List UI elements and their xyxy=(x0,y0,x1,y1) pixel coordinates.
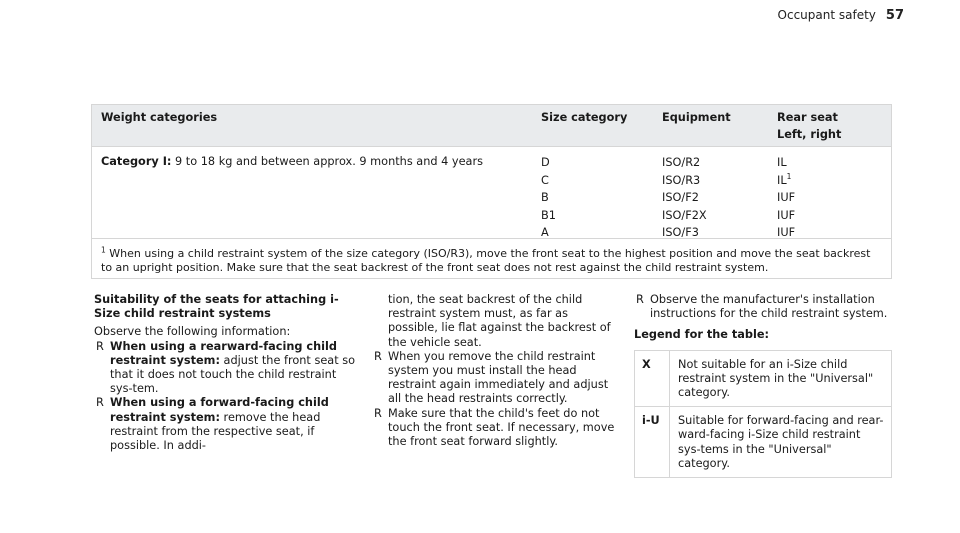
legend-title: Legend for the table: xyxy=(634,328,770,342)
rear-seat-value: IL xyxy=(777,173,787,187)
legend-row xyxy=(635,406,891,477)
continued-text: tion, the seat backrest of the child restraint system must, as far as possible, lie flat against the backrest of the vehicle seat. xyxy=(388,293,611,349)
column-header-equipment: Equipment xyxy=(662,111,731,124)
table-row xyxy=(92,147,891,238)
list-item: R When you remove the child restraint system you must install the head restraint again immediately and adjust all the head restraints correctly. xyxy=(374,349,609,406)
bullet-list xyxy=(634,293,890,321)
footnote-text: When using a child restraint system of the size category (ISO/R3), move the front seat to the highest position and move the seat backrest to an upright position. Make sure that the seat backrest of the front seat does not rest against the child restraint system. xyxy=(101,247,871,274)
rear-seat-cell xyxy=(777,154,795,242)
page-number: 57 xyxy=(885,8,904,23)
equipment-value: ISO/R2 xyxy=(662,156,701,169)
bullet-icon: R xyxy=(96,396,104,410)
text-column-1 xyxy=(94,293,358,453)
bullet-icon: R xyxy=(374,349,382,363)
text-column-2 xyxy=(372,293,616,449)
text-column-3 xyxy=(634,293,890,478)
size-value: C xyxy=(541,173,549,187)
list-item: R When using a rearward-facing child restraint system: adjust the front seat so that it does not touch the child restraint sys-tem. xyxy=(96,339,356,396)
size-value: B xyxy=(541,191,549,204)
category-label: Category I: xyxy=(101,155,172,168)
bullet-icon: R xyxy=(374,406,382,420)
list-item: R Make sure that the child's feet do not touch the front seat. If necessary, move the front seat forward slightly. xyxy=(374,406,615,449)
size-value: B1 xyxy=(541,208,556,222)
equipment-value: ISO/F2 xyxy=(662,191,699,204)
section-heading: Suitability of the seats for attaching i-Size child restraint systems xyxy=(94,293,339,321)
legend-key: i-U xyxy=(642,414,660,428)
column-header-size: Size category xyxy=(541,111,628,124)
rear-seat-value: IUF xyxy=(777,226,796,239)
column-header-rear-seat: Rear seat xyxy=(777,111,838,124)
equipment-cell xyxy=(662,154,707,242)
footnote-mark: 1 xyxy=(101,245,106,255)
section-title: Occupant safety xyxy=(777,8,876,22)
bullet-icon: R xyxy=(636,293,644,306)
column-header-weight: Weight categories xyxy=(101,111,218,124)
weight-category-cell xyxy=(101,155,483,168)
column-header-left-right: Left, right xyxy=(777,128,842,141)
size-value: A xyxy=(541,226,549,239)
rear-seat-value: IUF xyxy=(777,191,796,204)
list-item: R Observe the manufacturer's installation instructions for the child restraint system. xyxy=(636,293,888,321)
legend-key: X xyxy=(642,357,651,371)
page-header xyxy=(778,8,904,23)
size-value: D xyxy=(541,156,550,169)
seat-suitability-table xyxy=(91,104,892,279)
legend-text: Not suitable for an i-Size child restraint system in the "Universal" category. xyxy=(678,357,874,400)
equipment-value: ISO/R3 xyxy=(662,173,701,187)
footnote-ref: 1 xyxy=(786,171,792,181)
bullet-list xyxy=(94,340,358,454)
table-header xyxy=(92,105,891,147)
rear-seat-value: IUF xyxy=(777,208,796,222)
legend-row xyxy=(635,351,891,407)
legend-table xyxy=(634,350,892,478)
table-footnote xyxy=(92,238,891,279)
bullet-icon: R xyxy=(96,339,104,353)
rear-seat-value: IL xyxy=(777,156,787,169)
category-text: 9 to 18 kg and between approx. 9 months and 4 years xyxy=(171,155,484,168)
legend-text: Suitable for forward-facing and rear-ward-facing i-Size child restraint sys-tems in the "Universal" category. xyxy=(678,414,884,470)
bullet-list xyxy=(372,350,616,449)
equipment-value: ISO/F2X xyxy=(662,208,707,222)
intro-text: Observe the following information: xyxy=(94,325,291,339)
list-item: R When using a forward-facing child restraint system: remove the head restraint from the respective seat, if possible. In addi- xyxy=(96,396,329,453)
size-category-cell xyxy=(541,154,556,242)
equipment-value: ISO/F3 xyxy=(662,226,699,239)
